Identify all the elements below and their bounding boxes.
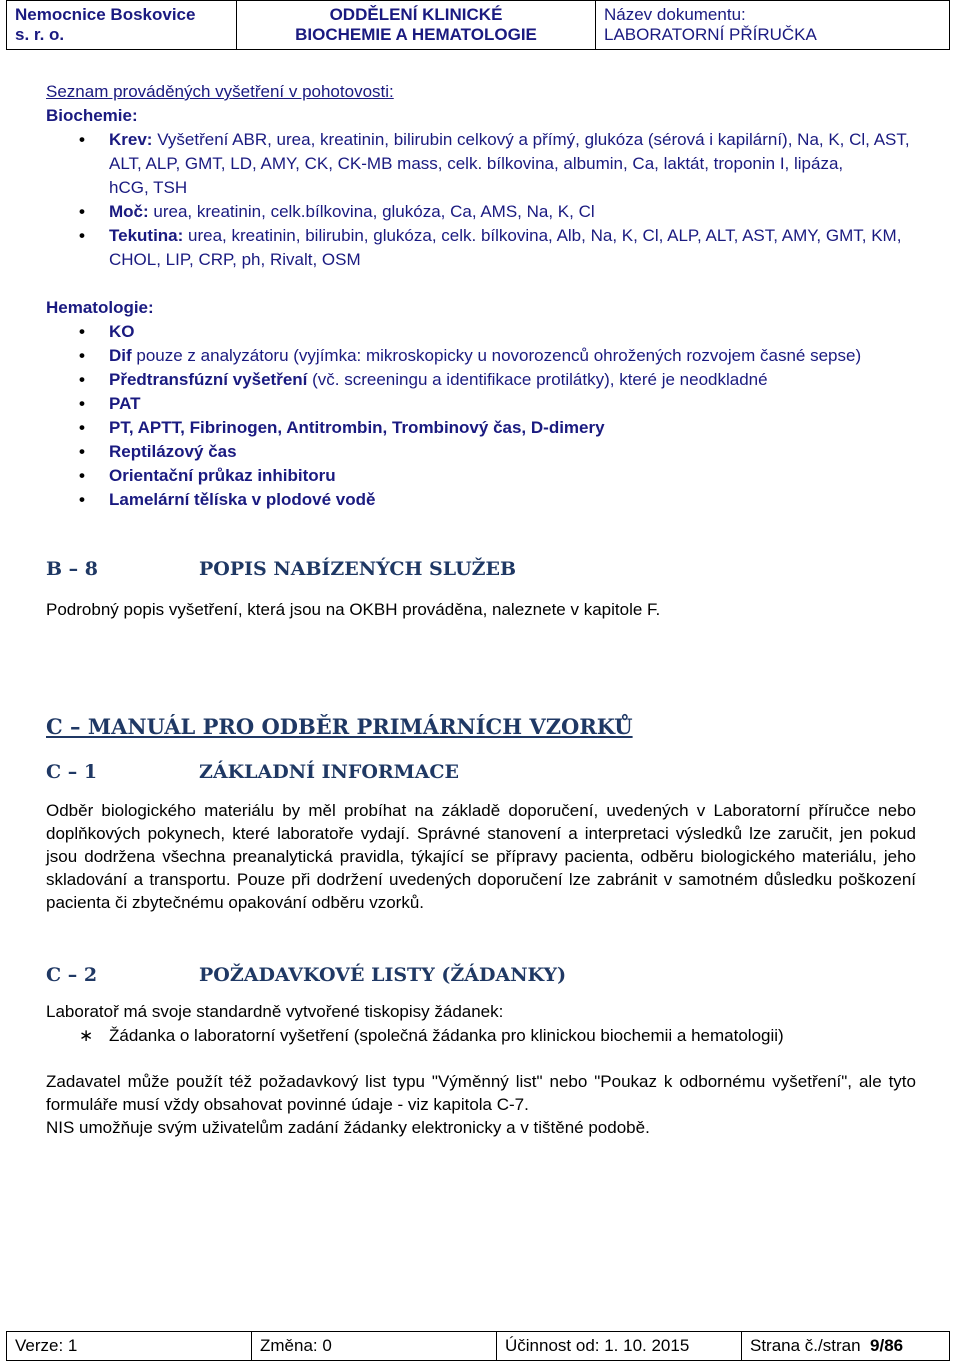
footer-change: Změna: 0 — [252, 1332, 497, 1361]
doc-name: LABORATORNÍ PŘÍRUČKA — [604, 25, 817, 44]
page-value: 9/86 — [870, 1336, 904, 1355]
bullet-icon: • — [79, 130, 85, 149]
header-organization — [7, 1, 237, 50]
section-heading-c2 — [46, 960, 916, 990]
asterisk-bullet-icon: ∗ — [79, 1026, 94, 1045]
section-c2-text2: NIS umožňuje svým uživatelům zadání žádanky elektronicky a v tištěné podobě. — [46, 1118, 650, 1137]
list-item — [46, 464, 916, 488]
doc-label: Název dokumentu: — [604, 5, 746, 24]
section-title: POPIS NABÍZENÝCH SLUŽEB — [199, 558, 517, 580]
footer-version: Verze: 1 — [7, 1332, 252, 1361]
dept-line2: BIOCHEMIE A HEMATOLOGIE — [295, 25, 537, 44]
bullet-icon: • — [79, 346, 85, 365]
list-item — [46, 488, 916, 512]
emergency-list-intro[interactable]: Seznam prováděných vyšetření v pohotovosti: — [46, 82, 394, 101]
org-legal-form: s. r. o. — [15, 25, 65, 44]
footer-effective: Účinnost od: 1. 10. 2015 — [497, 1332, 742, 1361]
list-item — [46, 416, 916, 440]
footer-page — [742, 1332, 950, 1361]
bullet-icon: • — [79, 442, 85, 461]
list-item-text: Vyšetření ABR, urea, kreatinin, bilirubin celkový a přímý, glukóza (sérová i kapilární), Na, K, Cl, AST, ALT, ALP, GMT, LD, AMY, CK, CK-MB mass, celk. bílkovina, albumin, Ca, laktát, troponin I, lipáza, — [109, 130, 910, 173]
list-item — [46, 200, 916, 224]
bullet-icon: • — [79, 418, 85, 437]
list-item-extra: hCG, TSH — [109, 178, 188, 197]
chapter-heading-c: C – MANUÁL PRO ODBĚR PRIMÁRNÍCH VZORKŮ — [46, 714, 633, 739]
list-item-label: Krev: — [109, 130, 153, 149]
document-header — [6, 0, 950, 50]
list-item-label: PAT — [109, 394, 141, 413]
org-name: Nemocnice Boskovice — [15, 5, 196, 24]
bullet-icon: • — [79, 322, 85, 341]
section-c1-text: Odběr biologického materiálu by měl probíhat na základě doporučení, uvedených v Laboratorní příručce nebo doplňkových pokynech, které laboratoře vydají. Správné stanovení a interpretaci výsledků lze zaručit, jen pokud jsou dodržena všechna preanalytická pravidla, týkající se přípravy pacienta, odběru biologického materiálu, jeho skladování a transportu. Pouze při dodržení uvedených doporučení lze zabránit v samotném důsledku poškození pacienta či zbytečnému opakování odběru vzorků. — [46, 801, 916, 912]
list-item-label: Tekutina: — [109, 226, 184, 245]
list-item-text: urea, kreatinin, celk.bílkovina, glukóza, Ca, AMS, Na, K, Cl — [148, 202, 595, 221]
bullet-icon: • — [79, 226, 85, 245]
list-item-label: PT, APTT, Fibrinogen, Antitrombin, Trombinový čas, D-dimery — [109, 418, 605, 437]
list-item — [46, 1024, 916, 1048]
hematology-title: Hematologie: — [46, 298, 154, 317]
document-body — [46, 80, 916, 1139]
list-item — [46, 224, 916, 272]
section-c2-intro: Laboratoř má svoje standardně vytvořené tiskopisy žádanek: — [46, 1002, 504, 1021]
section-number: C – 2 — [46, 964, 98, 986]
list-item — [46, 440, 916, 464]
hematology-list — [46, 320, 916, 512]
document-footer — [6, 1331, 950, 1361]
list-item-label: Lamelární tělíska v plodové vodě — [109, 490, 376, 509]
header-document — [596, 1, 950, 50]
bullet-icon: • — [79, 394, 85, 413]
list-item-text: (vč. screeningu a identifikace protilátky), které je neodkladné — [307, 370, 768, 389]
section-title: POŽADAVKOVÉ LISTY (ŽÁDANKY) — [199, 964, 567, 986]
list-item — [46, 128, 916, 200]
bullet-icon: • — [79, 202, 85, 221]
section-number: B – 8 — [46, 558, 99, 580]
list-item-text: pouze z analyzátoru (vyjímka: mikroskopicky u novorozenců ohrožených rozvojem časné sepse) — [131, 346, 862, 365]
biochemistry-list — [46, 128, 916, 272]
section-heading-b8 — [46, 554, 916, 584]
list-item — [46, 320, 916, 344]
bullet-icon: • — [79, 490, 85, 509]
list-item-label: Dif — [109, 346, 132, 365]
list-item-label: Orientační průkaz inhibitoru — [109, 466, 336, 485]
list-item-text: Žádanka o laboratorní vyšetření (společná žádanka pro klinickou biochemii a hematologii) — [109, 1026, 784, 1045]
page-label: Strana č./stran — [750, 1336, 861, 1355]
list-item-label: KO — [109, 322, 135, 341]
list-item — [46, 344, 916, 368]
dept-line1: ODDĚLENÍ KLINICKÉ — [329, 5, 503, 24]
list-item-label: Moč: — [109, 202, 149, 221]
biochemistry-title: Biochemie: — [46, 106, 138, 125]
section-title: ZÁKLADNÍ INFORMACE — [199, 761, 460, 783]
section-number: C – 1 — [46, 761, 98, 783]
list-item — [46, 392, 916, 416]
list-item-label: Reptilázový čas — [109, 442, 237, 461]
section-heading-c1 — [46, 757, 916, 787]
section-b8-text: Podrobný popis vyšetření, která jsou na OKBH prováděna, naleznete v kapitole F. — [46, 600, 661, 619]
list-item — [46, 368, 916, 392]
bullet-icon: • — [79, 370, 85, 389]
section-c2-text1: Zadavatel může použít též požadavkový list typu "Výměnný list" nebo "Poukaz k odbornému vyšetření", ale tyto formuláře musí vždy obsahovat povinné údaje - viz kapitola C-7. — [46, 1072, 916, 1114]
header-department — [237, 1, 596, 50]
list-item-label: Předtransfúzní vyšetření — [109, 370, 308, 389]
bullet-icon: • — [79, 466, 85, 485]
list-item-text: urea, kreatinin, bilirubin, glukóza, celk. bílkovina, Alb, Na, K, Cl, ALP, ALT, AST, AMY, GMT, KM, CHOL, LIP, CRP, ph, Rivalt, OSM — [109, 226, 902, 269]
